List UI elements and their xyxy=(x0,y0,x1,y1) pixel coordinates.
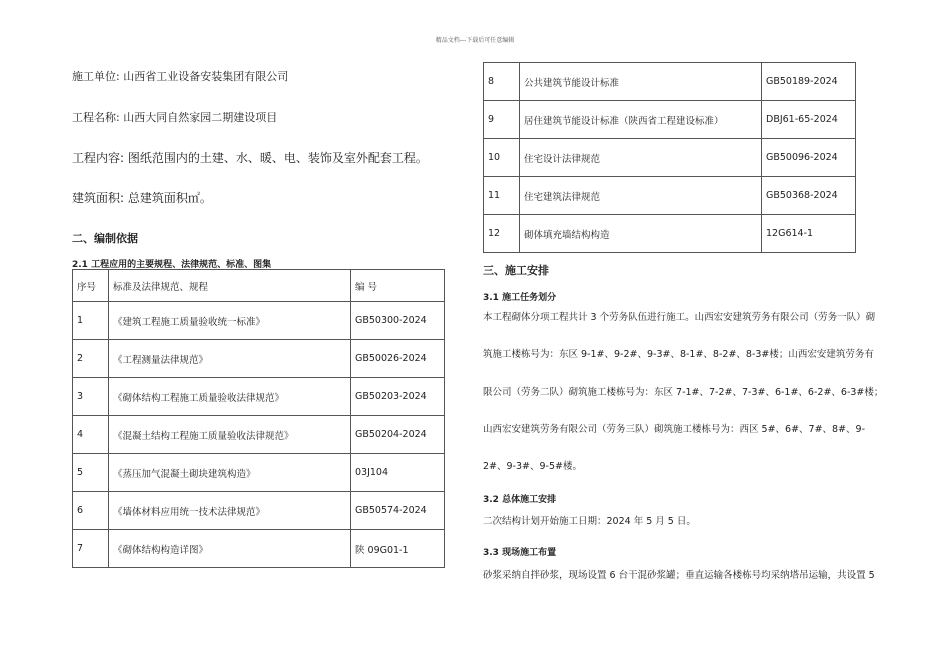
row-standard: 砌体填充墙结构构造 xyxy=(520,215,762,253)
header-note: 精品文档---下载后可任意编辑 xyxy=(435,37,515,44)
row-index: 6 xyxy=(73,492,109,530)
header-code: 编 号 xyxy=(351,270,445,302)
s31-line-5: 2#、9-3#、9-5#楼。 xyxy=(483,461,582,472)
row-standard: 《砌体结构构造详图》 xyxy=(109,530,351,568)
s33-text: 砂浆采纳自拌砂浆，现场设置 6 台干混砂浆罐；垂直运输各楼栋号均采纳塔吊运输，共设置 5 xyxy=(483,570,875,581)
row-code: GB50300-2024 xyxy=(351,302,445,340)
header-index: 序号 xyxy=(73,270,109,302)
table-header-row xyxy=(73,270,445,302)
row-standard: 《建筑工程施工质量验收统一标准》 xyxy=(109,302,351,340)
row-standard: 《工程测量法律规范》 xyxy=(109,340,351,378)
table-row xyxy=(73,454,445,492)
section33-title: 3.3 现场施工布置 xyxy=(483,548,557,558)
section2-subtitle: 2.1 工程应用的主要规程、法律规范、标准、图集 xyxy=(72,260,272,270)
row-standard: 《蒸压加气混凝土砌块建筑构造》 xyxy=(109,454,351,492)
row-code: GB50574-2024 xyxy=(351,492,445,530)
standards-table-continued xyxy=(483,62,856,253)
row-index: 11 xyxy=(484,177,520,215)
table-row xyxy=(484,63,856,101)
row-code: GB50026-2024 xyxy=(351,340,445,378)
construction-unit: 施工单位: 山西省工业设备安装集团有限公司 xyxy=(72,70,289,83)
project-content: 工程内容: 图纸范围内的土建、水、暖、电、装饰及室外配套工程。 xyxy=(72,151,428,165)
s32-text: 二次结构计划开始施工日期：2024 年 5 月 5 日。 xyxy=(483,516,696,527)
row-index: 2 xyxy=(73,340,109,378)
row-code: GB50368-2024 xyxy=(762,177,856,215)
row-code: GB50096-2024 xyxy=(762,139,856,177)
table-row xyxy=(484,177,856,215)
row-code: 12G614-1 xyxy=(762,215,856,253)
row-index: 9 xyxy=(484,101,520,139)
project-name: 工程名称: 山西大同自然家园二期建设项目 xyxy=(72,111,278,124)
s31-line-4: 山西宏安建筑劳务有限公司（劳务三队）砌筑施工楼栋号为：西区 5#、6#、7#、8#、9- xyxy=(483,424,866,435)
table-row xyxy=(484,139,856,177)
standards-table xyxy=(72,269,445,568)
row-index: 7 xyxy=(73,530,109,568)
row-standard: 住宅设计法律规范 xyxy=(520,139,762,177)
table-row xyxy=(73,530,445,568)
row-code: GB50204-2024 xyxy=(351,416,445,454)
row-standard: 《砌体结构工程施工质量验收法律规范》 xyxy=(109,378,351,416)
table-row xyxy=(73,416,445,454)
table-row xyxy=(73,302,445,340)
s31-line-2: 筑施工楼栋号为：东区 9-1#、9-2#、9-3#、8-1#、8-2#、8-3#楼；山西宏安建筑劳务有 xyxy=(483,349,874,360)
row-code: GB50203-2024 xyxy=(351,378,445,416)
row-standard: 《混凝土结构工程施工质量验收法律规范》 xyxy=(109,416,351,454)
row-index: 4 xyxy=(73,416,109,454)
row-code: 陕 09G01-1 xyxy=(351,530,445,568)
section31-title: 3.1 施工任务划分 xyxy=(483,293,557,303)
section3-title: 三、施工安排 xyxy=(483,264,549,277)
row-code: 03J104 xyxy=(351,454,445,492)
row-standard: 《墙体材料应用统一技术法律规范》 xyxy=(109,492,351,530)
building-area: 建筑面积: 总建筑面积㎡。 xyxy=(72,191,212,205)
row-standard: 公共建筑节能设计标准 xyxy=(520,63,762,101)
section2-title: 二、编制依据 xyxy=(72,232,138,245)
table-row xyxy=(73,340,445,378)
row-index: 5 xyxy=(73,454,109,492)
table-row xyxy=(484,101,856,139)
s31-line-1: 本工程砌体分项工程共计 3 个劳务队伍进行施工。山西宏安建筑劳务有限公司（劳务一队）砌 xyxy=(483,312,876,323)
row-index: 3 xyxy=(73,378,109,416)
row-index: 10 xyxy=(484,139,520,177)
row-code: GB50189-2024 xyxy=(762,63,856,101)
row-standard: 居住建筑节能设计标准（陕西省工程建设标准） xyxy=(520,101,762,139)
table-row xyxy=(484,215,856,253)
row-index: 12 xyxy=(484,215,520,253)
s31-line-3: 限公司（劳务二队）砌筑施工楼栋号为：东区 7-1#、7-2#、7-3#、6-1#、6-2#、6-3#楼； xyxy=(483,387,884,398)
row-code: DBJ61-65-2024 xyxy=(762,101,856,139)
header-standard: 标准及法律规范、规程 xyxy=(109,270,351,302)
table-row xyxy=(73,378,445,416)
section32-title: 3.2 总体施工安排 xyxy=(483,495,557,505)
table-row xyxy=(73,492,445,530)
row-standard: 住宅建筑法律规范 xyxy=(520,177,762,215)
row-index: 1 xyxy=(73,302,109,340)
row-index: 8 xyxy=(484,63,520,101)
